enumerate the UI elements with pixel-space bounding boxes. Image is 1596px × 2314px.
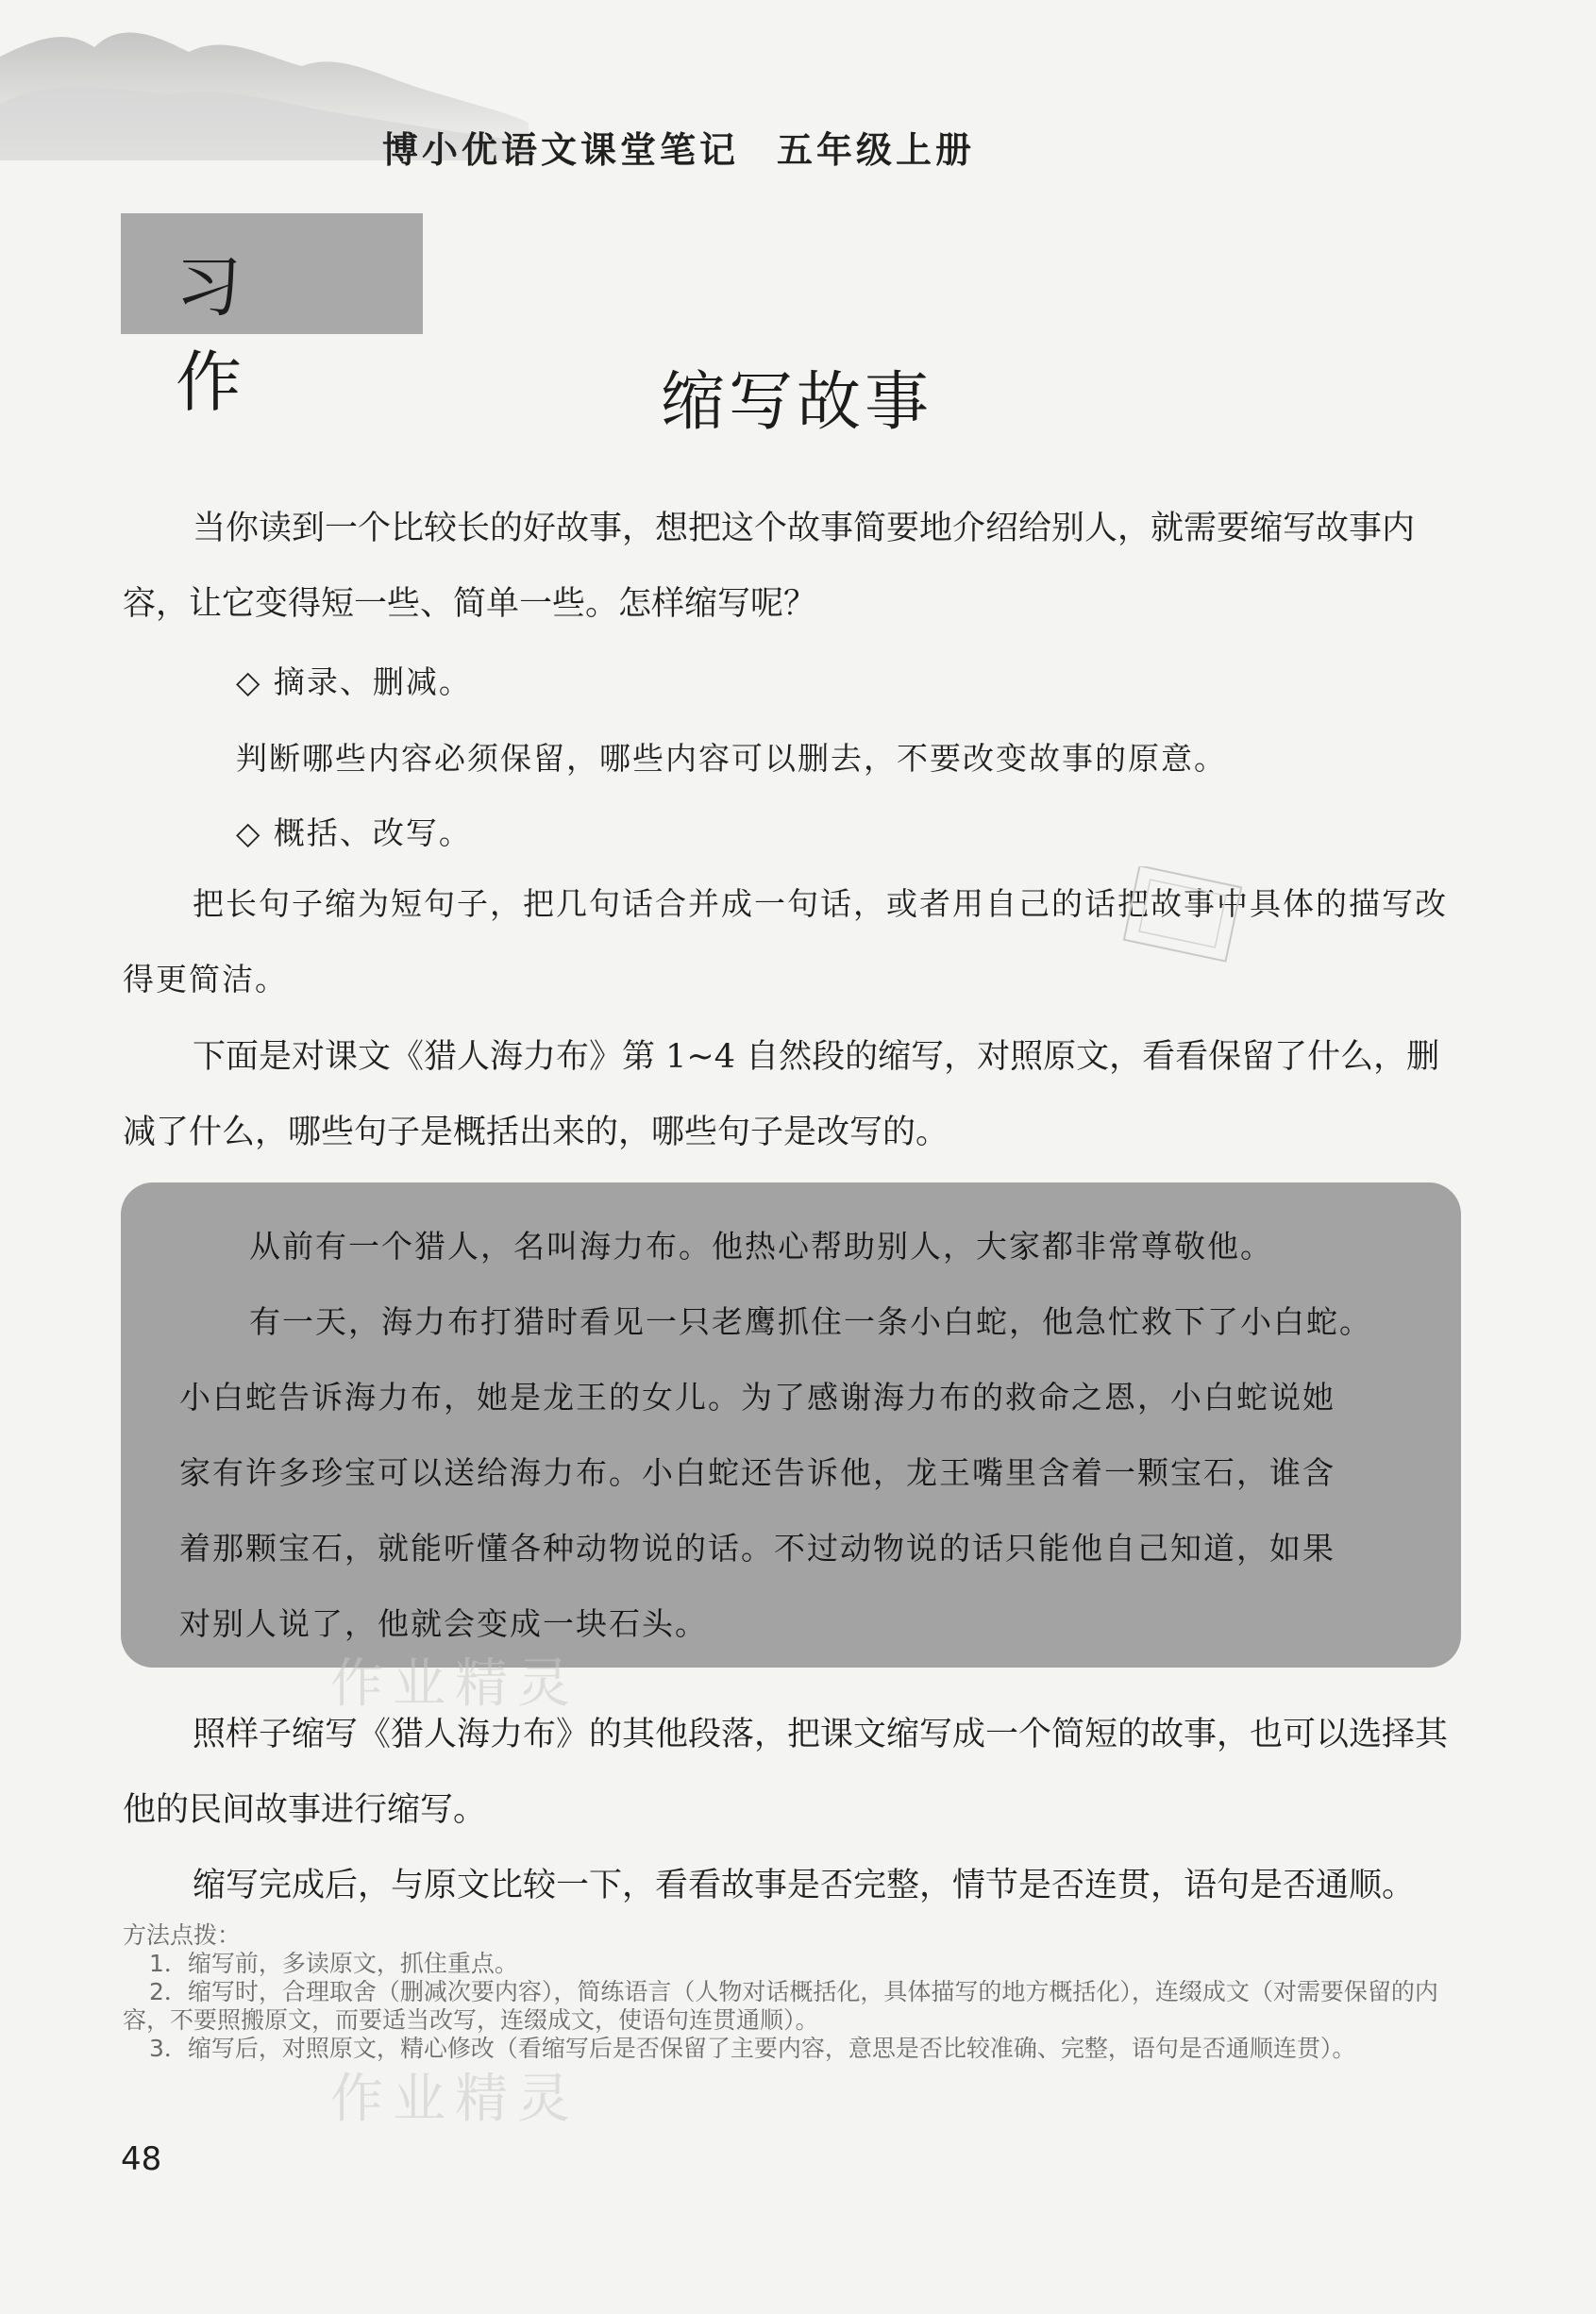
- example-intro-paragraph: 下面是对课文《猎人海力布》第 1~4 自然段的缩写，对照原文，看看保留了什么，删减了什么，哪些句子是概括出来的，哪些句子是改写的。: [123, 1038, 1440, 1151]
- example-box: [121, 1182, 1461, 1668]
- bullet-summarize-desc: 把长句子缩为短句子，把几句话合并成一句话，或者用自己的话把故事中具体的描写改得更简洁。: [123, 885, 1448, 998]
- stamp-logo: [1112, 866, 1253, 970]
- bullet-summarize-rewrite: ◇ 概括、改写。: [236, 814, 472, 851]
- example-line-5: 着那颗宝石，就能听懂各种动物说的话。不过动物说的话只能他自己知道，如果: [179, 1530, 1336, 1567]
- tip-3: 3．缩写后，对照原文，精心修改（看缩写后是否保留了主要内容，意思是否比较准确、完整，语句是否通顺连贯）。: [149, 2035, 1356, 2062]
- page-number: 48: [121, 2140, 162, 2178]
- tip-1: 1．缩写前，多读原文，抓住重点。: [149, 1950, 518, 1977]
- section-label-box: [121, 213, 423, 421]
- task-paragraph: 照样子缩写《猎人海力布》的其他段落，把课文缩写成一个简短的故事，也可以选择其他的民间故事进行缩写。: [123, 1716, 1449, 1829]
- section-label: 习 作: [176, 248, 296, 421]
- bullet-excerpt-desc: 判断哪些内容必须保留，哪些内容可以删去，不要改变故事的原意。: [236, 740, 1227, 777]
- example-line-2: 有一天，海力布打猎时看见一只老鹰抓住一条小白蛇，他急忙救下了小白蛇。: [249, 1303, 1372, 1340]
- book-title: 博小优语文课堂笔记: [382, 129, 740, 171]
- bullet-excerpt-delete: ◇ 摘录、删减。: [236, 663, 472, 700]
- check-paragraph: 缩写完成后，与原文比较一下，看看故事是否完整，情节是否连贯，语句是否通顺。: [193, 1867, 1416, 1904]
- example-line-4: 家有许多珍宝可以送给海力布。小白蛇还告诉他，龙王嘴里含着一颗宝石，谁含: [179, 1454, 1336, 1491]
- example-line-1: 从前有一个猎人，名叫海力布。他热心帮助别人，大家都非常尊敬他。: [249, 1228, 1273, 1265]
- watermark-2: 作业精灵: [330, 2069, 580, 2130]
- grade-label: 五年级上册: [777, 129, 976, 171]
- method-tips: [123, 1921, 1463, 2063]
- page-title: 缩写故事: [661, 365, 933, 440]
- watermark-1: 作业精灵: [330, 1653, 580, 1715]
- intro-paragraph: 当你读到一个比较长的好故事，想把这个故事简要地介绍给别人，就需要缩写故事内容，让它变得短一些、简单一些。怎样缩写呢？: [123, 510, 1416, 623]
- example-line-6: 对别人说了，他就会变成一块石头。: [179, 1605, 708, 1642]
- example-line-3: 小白蛇告诉海力布，她是龙王的女儿。为了感谢海力布的救命之恩，小白蛇说她: [179, 1379, 1336, 1416]
- tips-heading: 方法点拨：: [123, 1921, 242, 1949]
- tip-2: 2．缩写时，合理取舍（删减次要内容），简练语言（人物对话概括化，具体描写的地方概括化），连缀成文（对需要保留的内容，不要照搬原文，而要适当改写，连缀成文，使语句连贯通顺）。: [123, 1978, 1438, 2034]
- running-header: [382, 121, 975, 173]
